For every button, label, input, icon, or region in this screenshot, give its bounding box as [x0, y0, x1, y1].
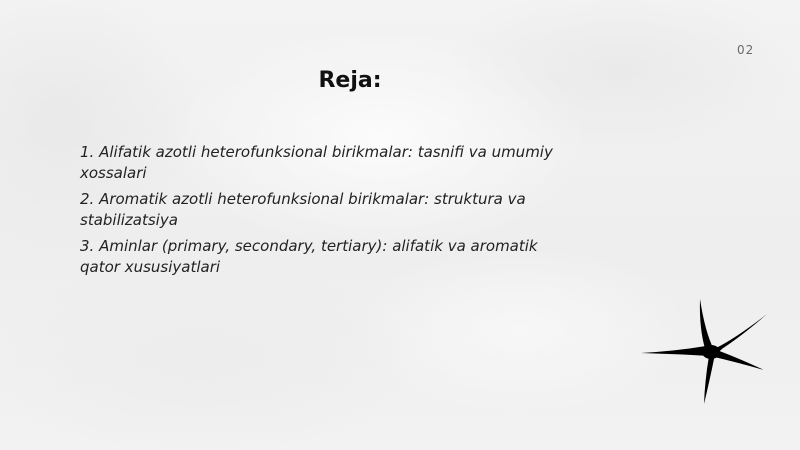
- four-point-star-icon: [636, 294, 772, 408]
- page-number: 02: [737, 43, 755, 57]
- list-item: 1. Alifatik azotli heterofunksional birikmalar: tasnifi va umumiy xossalari: [80, 143, 553, 182]
- plan-list: [80, 142, 560, 283]
- list-item: 2. Aromatik azotli heterofunksional birikmalar: struktura va stabilizatsiya: [80, 190, 526, 229]
- list-item: 3. Aminlar (primary, secondary, tertiary): alifatik va aromatik qator xususiyatlari: [80, 237, 538, 276]
- page-title: Reja:: [318, 68, 382, 93]
